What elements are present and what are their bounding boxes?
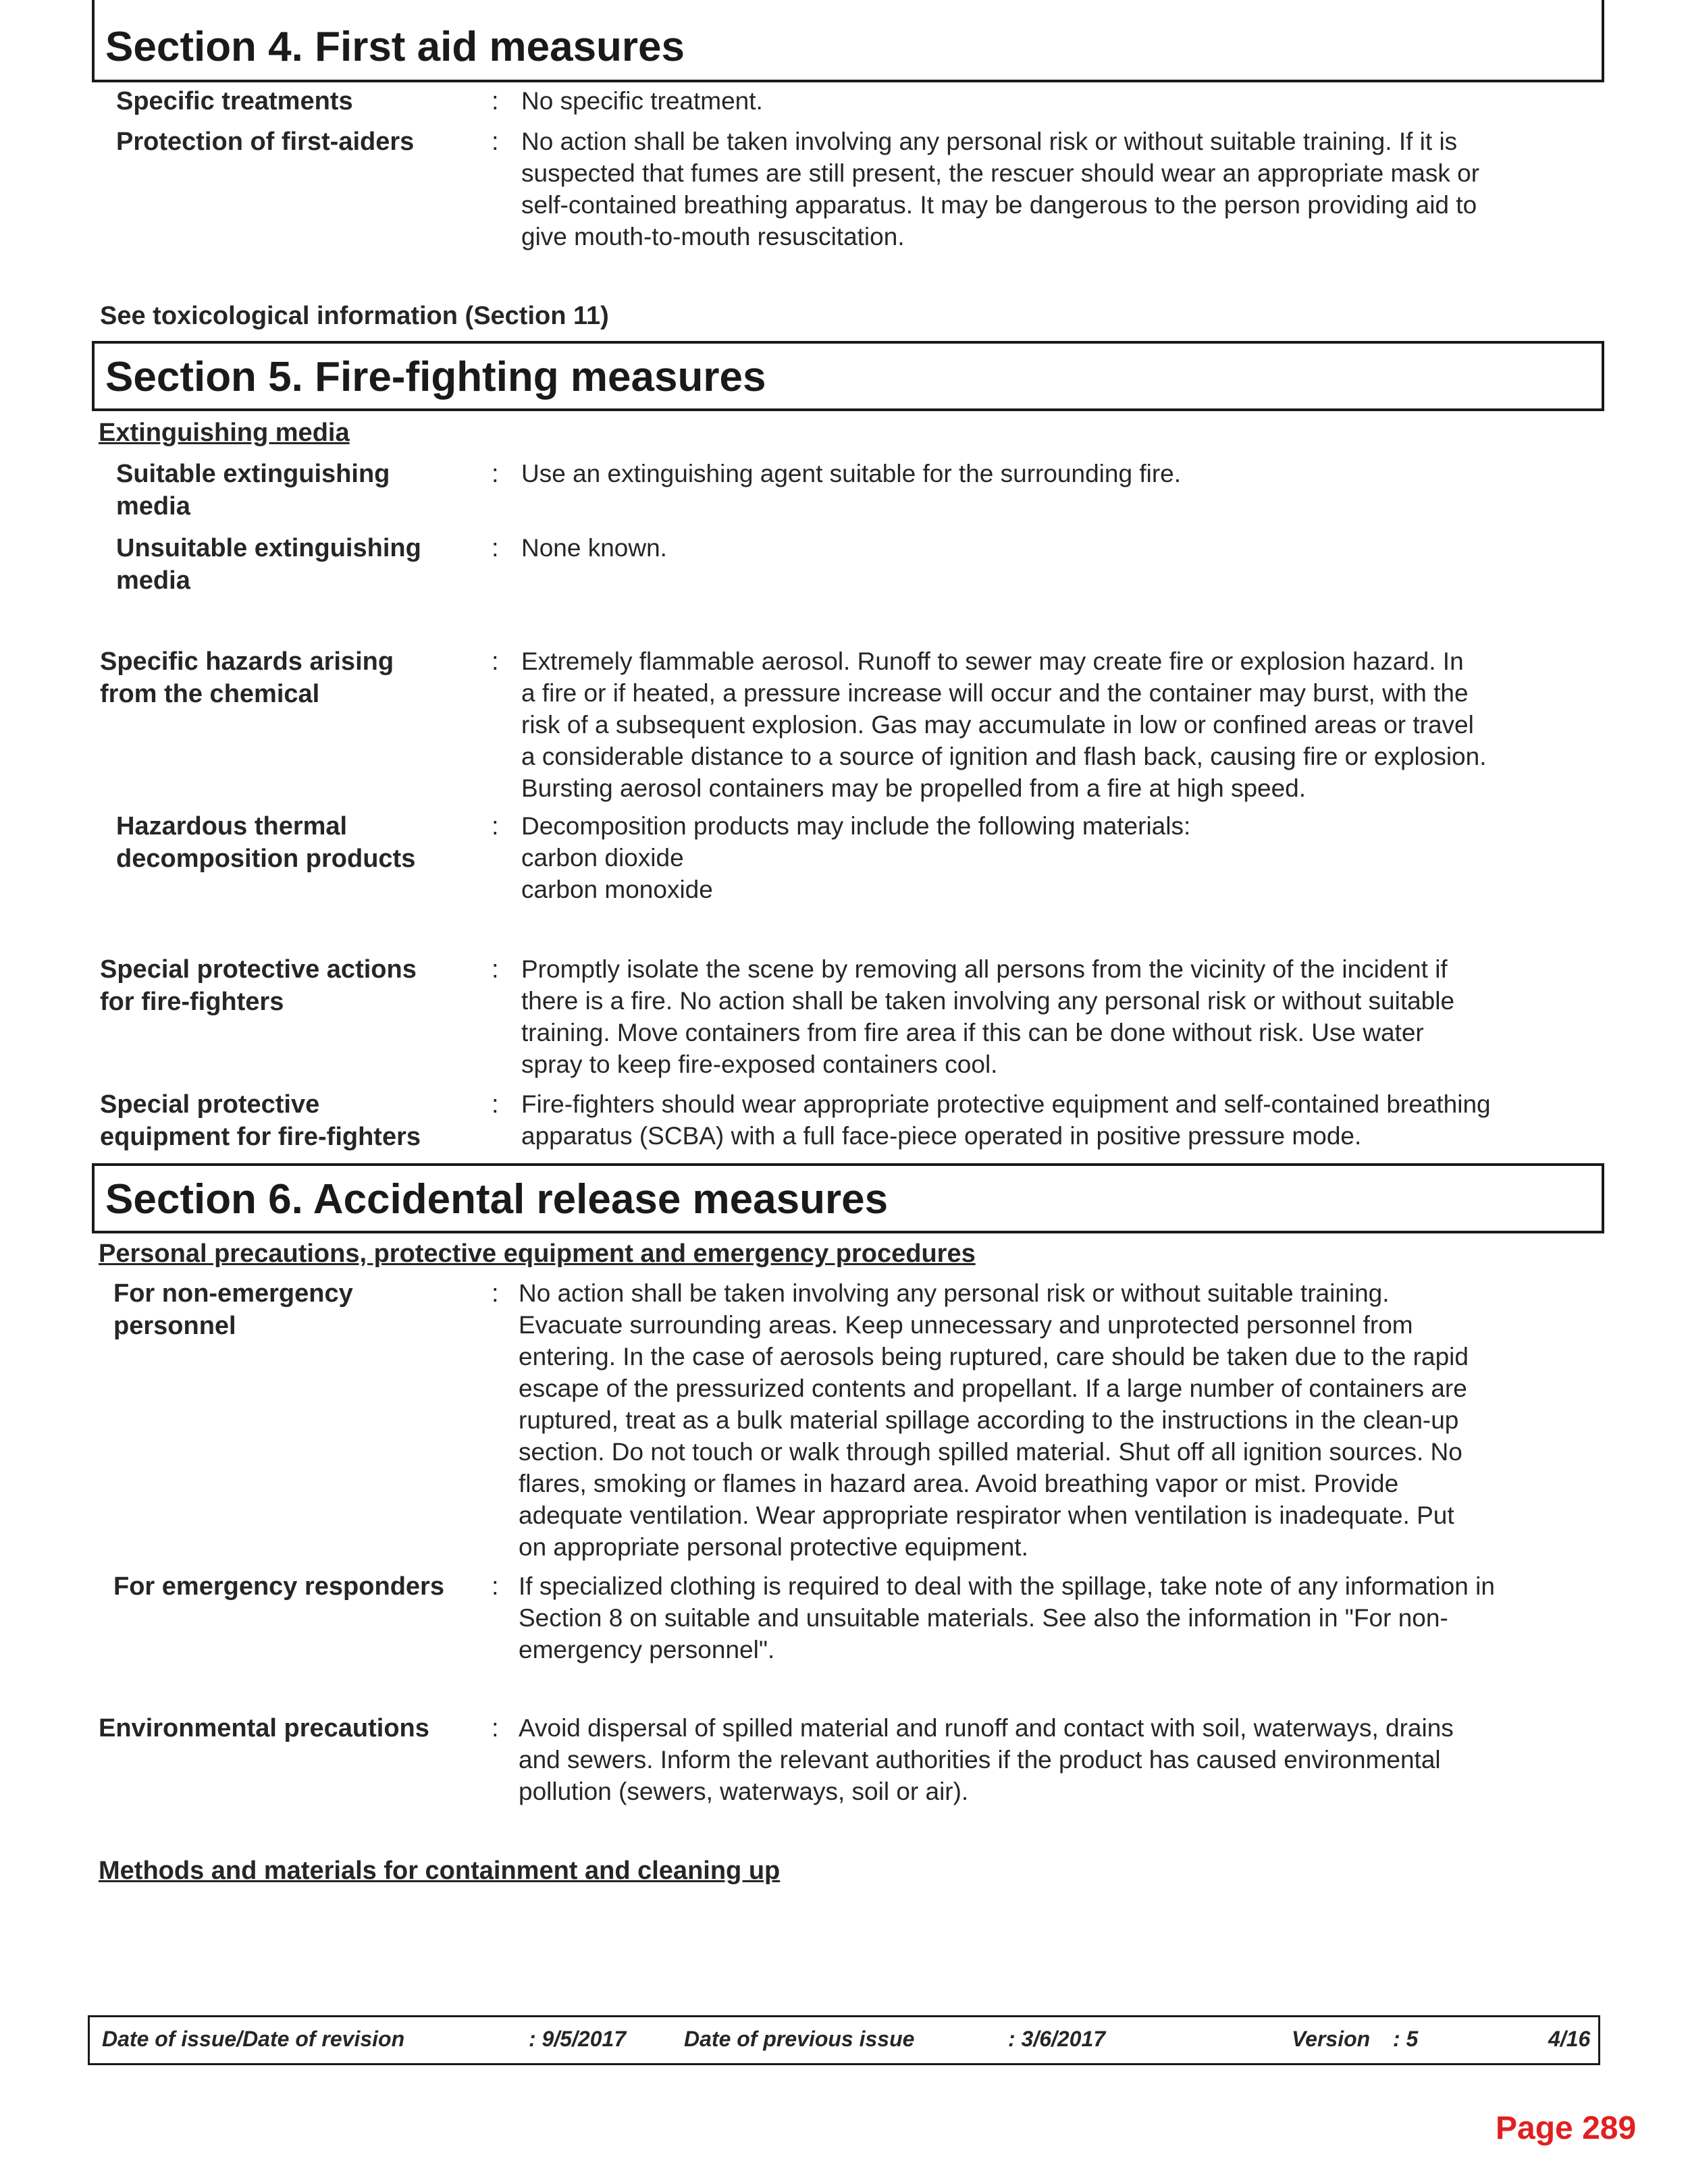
value-line: flares, smoking or flames in hazard area. Avoid breathing vapor or mist. Provide — [519, 1470, 1399, 1497]
suitable-media-value — [521, 458, 1602, 489]
value-line: training. Move containers from fire area if this can be done without risk. Use water — [521, 1019, 1424, 1046]
suitable-media-label — [116, 458, 390, 523]
value-line: a considerable distance to a source of ignition and flash back, causing fire or explosion. — [521, 743, 1487, 770]
value-line: Promptly isolate the scene by removing all persons from the vicinity of the incident if — [521, 955, 1448, 983]
previous-issue-label: Date of previous issue — [684, 2027, 915, 2051]
value-line: If specialized clothing is required to deal with the spillage, take note of any information in — [519, 1572, 1495, 1600]
value-line: Bursting aerosol containers may be propelled from a fire at high speed. — [521, 774, 1307, 802]
colon: : — [492, 1279, 499, 1308]
section-5-header — [92, 341, 1604, 411]
label-line: Suitable extinguishing — [116, 460, 390, 488]
value-line: Section 8 on suitable and unsuitable materials. See also the information in "For non- — [519, 1604, 1448, 1632]
value-line: section. Do not touch or walk through spilled material. Shut off all ignition sources. No — [519, 1438, 1462, 1466]
value-line: emergency personnel". — [519, 1636, 775, 1663]
document-footer — [88, 2015, 1600, 2065]
value-line: Use an extinguishing agent suitable for the surrounding fire. — [521, 460, 1181, 487]
colon: : — [492, 1090, 499, 1119]
value-line: apparatus (SCBA) with a full face-piece operated in positive pressure mode. — [521, 1122, 1362, 1150]
label-line: Unsuitable extinguishing — [116, 534, 421, 562]
value-line: self-contained breathing apparatus. It may be dangerous to the person providing aid to — [521, 191, 1477, 219]
label-line: from the chemical — [100, 680, 320, 708]
special-protective-actions-value — [521, 953, 1602, 1080]
colon: : — [492, 460, 499, 488]
label-line: Special protective actions — [100, 955, 417, 984]
value-line: give mouth-to-mouth resuscitation. — [521, 223, 905, 250]
label-line: Specific hazards arising — [100, 647, 394, 676]
section-6-header — [92, 1163, 1604, 1233]
version-value: : 5 — [1393, 2027, 1419, 2051]
colon: : — [492, 1714, 499, 1742]
special-protective-equipment-value — [521, 1088, 1602, 1152]
value-line: No specific treatment. — [521, 87, 763, 115]
version-label: Version — [1292, 2027, 1371, 2051]
value-line: suspected that fumes are still present, the rescuer should wear an appropriate mask or — [521, 159, 1480, 187]
non-emergency-label — [113, 1277, 353, 1342]
label-line: media — [116, 492, 190, 521]
value-line: Avoid dispersal of spilled material and runoff and contact with soil, waterways, drains — [519, 1714, 1454, 1742]
specific-treatments-value — [521, 85, 1602, 117]
label-line: Hazardous thermal — [116, 812, 348, 841]
specific-hazards-label — [100, 645, 394, 710]
value-line: ruptured, treat as a bulk material spillage according to the instructions in the clean-up — [519, 1406, 1459, 1434]
previous-issue-value: : 3/6/2017 — [1008, 2027, 1106, 2051]
specific-hazards-value — [521, 645, 1602, 804]
containment-subheading: Methods and materials for containment and cleaning up — [99, 1857, 781, 1885]
environmental-precautions-value — [519, 1712, 1599, 1807]
protection-first-aiders-label: Protection of first-aiders — [116, 128, 415, 156]
non-emergency-value — [519, 1277, 1599, 1563]
value-line: Extremely flammable aerosol. Runoff to sewer may create fire or explosion hazard. In — [521, 647, 1464, 675]
special-protective-actions-label — [100, 953, 417, 1018]
colon: : — [492, 128, 499, 156]
label-line: For non-emergency — [113, 1279, 353, 1308]
label-line: media — [116, 566, 190, 595]
value-line: None known. — [521, 534, 667, 562]
environmental-precautions-label — [99, 1712, 429, 1744]
value-line: risk of a subsequent explosion. Gas may accumulate in low or confined areas or travel — [521, 711, 1474, 739]
special-protective-equipment-label — [100, 1088, 421, 1153]
value-line: there is a fire. No action shall be taken involving any personal risk or without suitable — [521, 987, 1455, 1015]
issue-date-value: : 9/5/2017 — [529, 2027, 627, 2051]
value-line: Fire-fighters should wear appropriate protective equipment and self-contained breathing — [521, 1090, 1491, 1118]
value-line: carbon dioxide — [521, 844, 684, 872]
unsuitable-media-label — [116, 532, 421, 597]
section-5-title: Section 5. Fire-fighting measures — [105, 354, 766, 400]
value-line: on appropriate personal protective equipment. — [519, 1533, 1028, 1561]
value-line: entering. In the case of aerosols being ruptured, care should be taken due to the rapid — [519, 1343, 1469, 1370]
emergency-responders-label — [113, 1570, 444, 1603]
value-line: Evacuate surrounding areas. Keep unnecessary and unprotected personnel from — [519, 1311, 1413, 1339]
value-line: a fire or if heated, a pressure increase will occur and the container may burst, with the — [521, 679, 1469, 707]
value-line: spray to keep fire-exposed containers cool. — [521, 1050, 998, 1078]
hazardous-decomposition-label — [116, 810, 415, 875]
colon: : — [492, 1572, 499, 1601]
colon: : — [492, 647, 499, 676]
colon: : — [492, 812, 499, 841]
section-6-title: Section 6. Accidental release measures — [105, 1176, 889, 1223]
label-line: personnel — [113, 1312, 236, 1340]
label-line: for fire-fighters — [100, 988, 284, 1016]
hazardous-decomposition-value — [521, 810, 1602, 905]
value-line: No action shall be taken involving any personal risk or without suitable training. If it is — [521, 128, 1458, 155]
value-line: pollution (sewers, waterways, soil or air). — [519, 1778, 969, 1805]
label-line: For emergency responders — [113, 1572, 444, 1601]
specific-treatments-label: Specific treatments — [116, 87, 353, 115]
page-number: 4/16 — [1548, 2027, 1591, 2051]
value-line: escape of the pressurized contents and propellant. If a large number of containers are — [519, 1375, 1467, 1402]
value-line: Decomposition products may include the following materials: — [521, 812, 1191, 840]
colon: : — [492, 955, 499, 984]
page-stamp: Page 289 — [1496, 2110, 1637, 2146]
emergency-responders-value — [519, 1570, 1599, 1666]
value-line: carbon monoxide — [521, 876, 713, 903]
value-line: No action shall be taken involving any personal risk or without suitable training. — [519, 1279, 1390, 1307]
personal-precautions-subheading: Personal precautions, protective equipment and emergency procedures — [99, 1240, 976, 1268]
value-line: adequate ventilation. Wear appropriate respirator when ventilation is inadequate. Put — [519, 1501, 1454, 1529]
issue-date-label: Date of issue/Date of revision — [102, 2027, 405, 2051]
protection-first-aiders-value — [521, 126, 1602, 252]
label-line: Special protective — [100, 1090, 320, 1119]
label-line: Environmental precautions — [99, 1714, 429, 1742]
label-line: decomposition products — [116, 845, 416, 873]
section-4-header — [92, 0, 1604, 82]
toxicological-note: See toxicological information (Section 11) — [100, 302, 609, 330]
colon: : — [492, 87, 499, 115]
colon: : — [492, 534, 499, 562]
unsuitable-media-value — [521, 532, 1602, 564]
section-4-title: Section 4. First aid measures — [105, 24, 685, 70]
value-line: and sewers. Inform the relevant authorities if the product has caused environmental — [519, 1746, 1441, 1774]
extinguishing-media-subheading: Extinguishing media — [99, 419, 350, 447]
label-line: equipment for fire-fighters — [100, 1123, 421, 1151]
